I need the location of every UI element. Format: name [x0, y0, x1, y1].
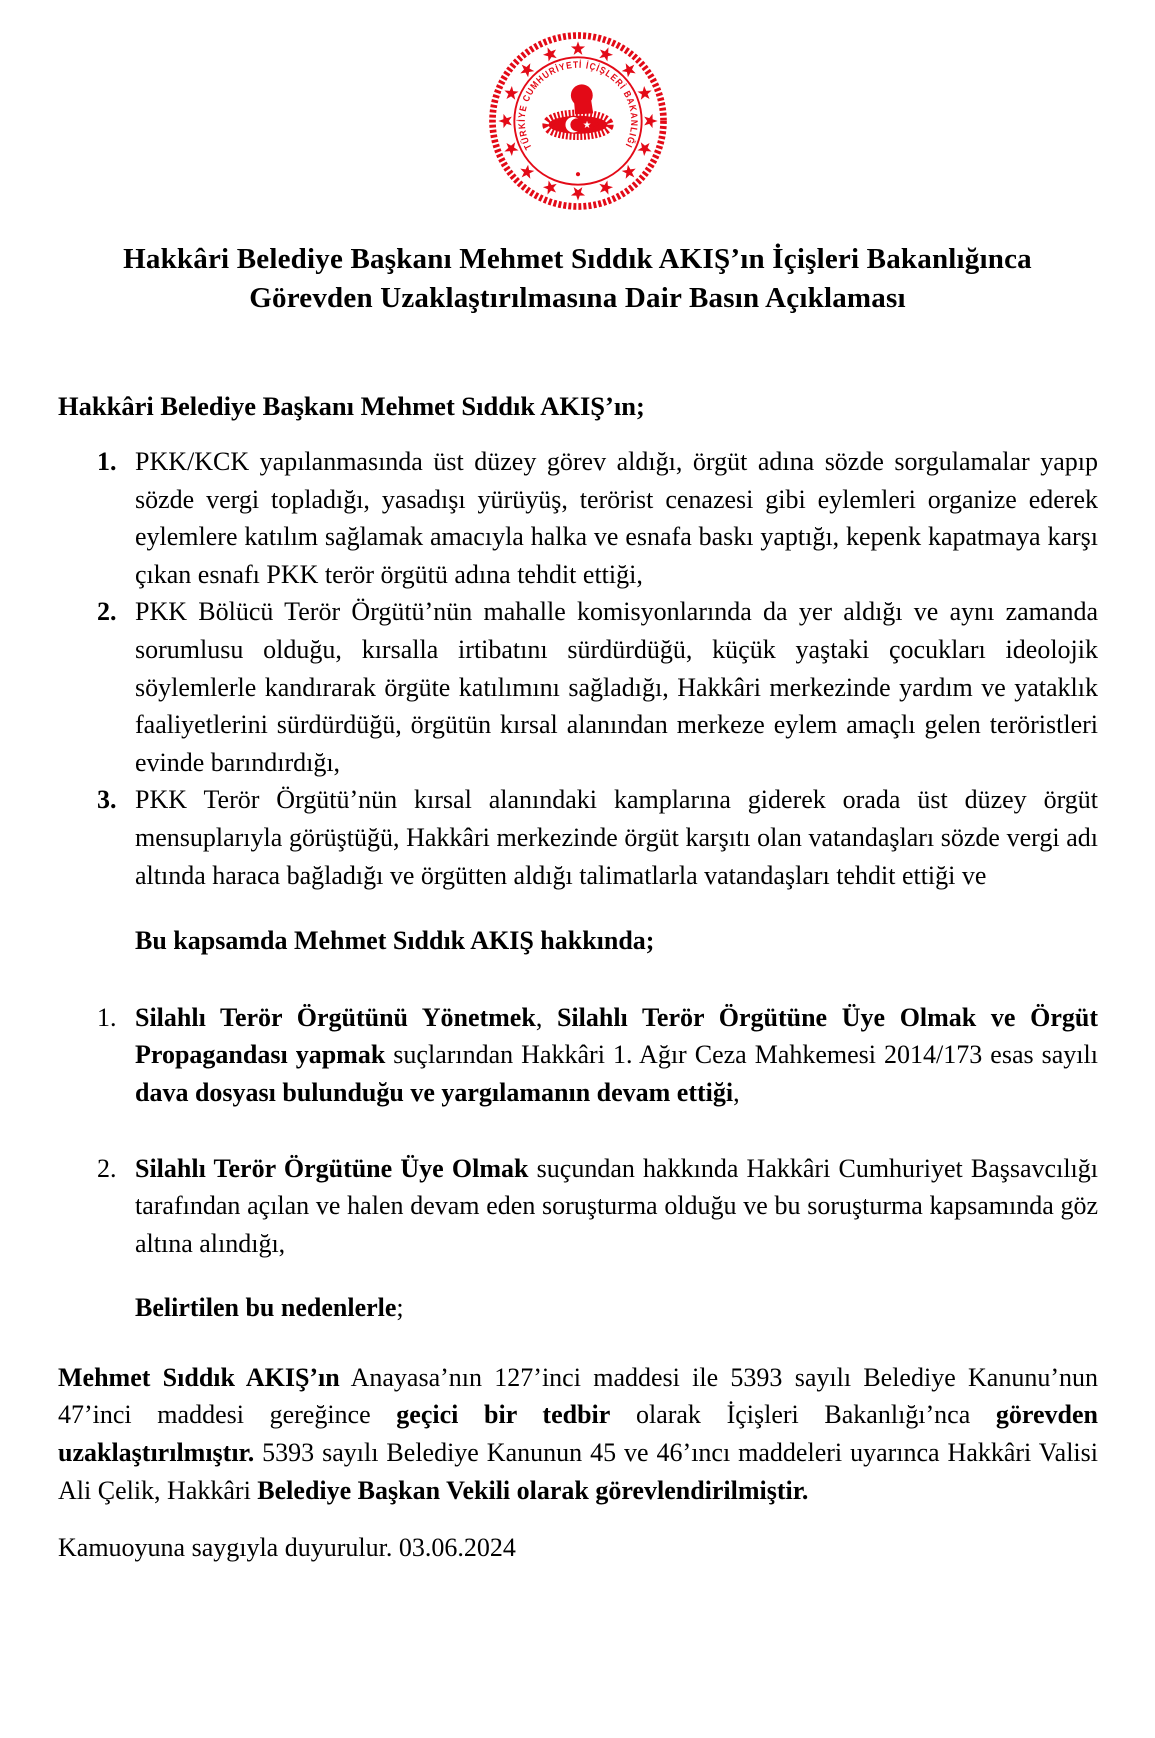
ataturk-silhouette-icon	[570, 84, 592, 114]
list-item-text: Silahlı Terör Örgütüne Üye Olmak suçundan hakkında Hakkâri Cumhuriyet Başsavcılığı tarafından açılan ve halen devam eden soruşturma olduğu ve bu soruşturma kapsamında göz altına alındığı,	[135, 1153, 1098, 1258]
list-item-text: Silahlı Terör Örgütünü Yönetmek, Silahlı Terör Örgütüne Üye Olmak ve Örgüt Propagandası yapmak suçlarından Hakkâri 1. Ağır Ceza Mahkemesi 2014/173 esas sayılı dava dosyası bulunduğu ve yargılamanın devam ettiği,	[135, 1002, 1098, 1107]
intro-heading: Hakkâri Belediye Başkanı Mehmet Sıddık AKIŞ’ın;	[58, 391, 645, 421]
legal-proceedings-list	[58, 999, 1098, 1263]
list-item-number: 1.	[97, 447, 117, 476]
document-title-line2: Görevden Uzaklaştırılmasına Dair Basın Açıklaması	[249, 282, 906, 314]
ministry-seal-icon	[483, 26, 673, 216]
list-item-number: 1.	[97, 1002, 117, 1032]
list-item-number: 2.	[97, 1153, 117, 1183]
decision-paragraph: Mehmet Sıddık AKIŞ’ın Anayasa’nın 127’inci maddesi ile 5393 sayılı Belediye Kanunu’nun 47’inci maddesi gereğince geçici bir tedbir olarak İçişleri Bakanlığı’nca görevden uzaklaştırılmıştır. 5393 sayılı Belediye Kanunun 45 ve 46’ıncı maddeleri uyarınca Hakkâri Valisi Ali Çelik, Hakkâri Belediye Başkan Vekili olarak görevlendirilmiştir.	[58, 1362, 1099, 1505]
ministry-seal-logo	[483, 26, 673, 216]
allegations-list	[58, 443, 1098, 894]
document-title-line1: Hakkâri Belediye Başkanı Mehmet Sıddık AKIŞ’ın İçişleri Bakanlığınca	[123, 243, 1032, 275]
list-item	[97, 1150, 1098, 1263]
closing-line: Kamuoyuna saygıyla duyurulur. 03.06.2024	[58, 1533, 516, 1563]
list-item-number: 3.	[97, 785, 117, 815]
list-item	[97, 593, 1098, 781]
seal-ring-text: TÜRKİYE CUMHURİYETİ İÇİŞLERİ BAKANLIĞI	[516, 59, 639, 152]
list-item-number: 2.	[97, 597, 117, 627]
list-item	[97, 999, 1098, 1112]
seal-bottom-dot-icon	[575, 172, 579, 176]
list-item-text: PKK Bölücü Terör Örgütü’nün mahalle komisyonlarında da yer aldığı ve aynı zamanda sorumlusu olduğu, kırsalla irtibatını sürdürdüğü, küçük yaştaki çocukları ideolojik söylemlerle kandırarak örgüte katılımını sağladığı, Hakkâri merkezinde yardım ve yataklık faaliyetlerini sürdürdüğü, örgütün kırsal alanından merkeze eylem amaçlı gelen teröristleri evinde barındırdığı,	[135, 597, 1098, 777]
list-item	[97, 443, 1098, 593]
scope-heading: Bu kapsamda Mehmet Sıddık AKIŞ hakkında;	[135, 926, 655, 956]
document-title	[40, 240, 1115, 318]
list-item	[97, 781, 1098, 894]
list-item-text: PKK Terör Örgütü’nün kırsal alanındaki kamplarına giderek orada üst düzey örgüt mensuplarıyla görüştüğü, Hakkâri merkezinde örgüt karşıtı olan vatandaşları sözde vergi adı altında haraca bağladığı ve örgütten aldığı talimatlarla vatandaşları tehdit ettiği ve	[135, 785, 1098, 890]
turkey-map-rays-icon	[548, 116, 607, 134]
list-item-text: PKK/KCK yapılanmasında üst düzey görev aldığı, örgüt adına sözde sorgulamalar yapıp sözde vergi topladığı, yasadışı yürüyüş, terörist cenazesi gibi eylemleri organize ederek eylemlere katılım sağlamak amacıyla halka ve esnafa baskı yaptığı, kepenk kapatmaya karşı çıkan esnafı PKK terör örgütü adına tehdit ettiği,	[135, 447, 1098, 589]
reasons-line: Belirtilen bu nedenlerle;	[135, 1293, 404, 1323]
